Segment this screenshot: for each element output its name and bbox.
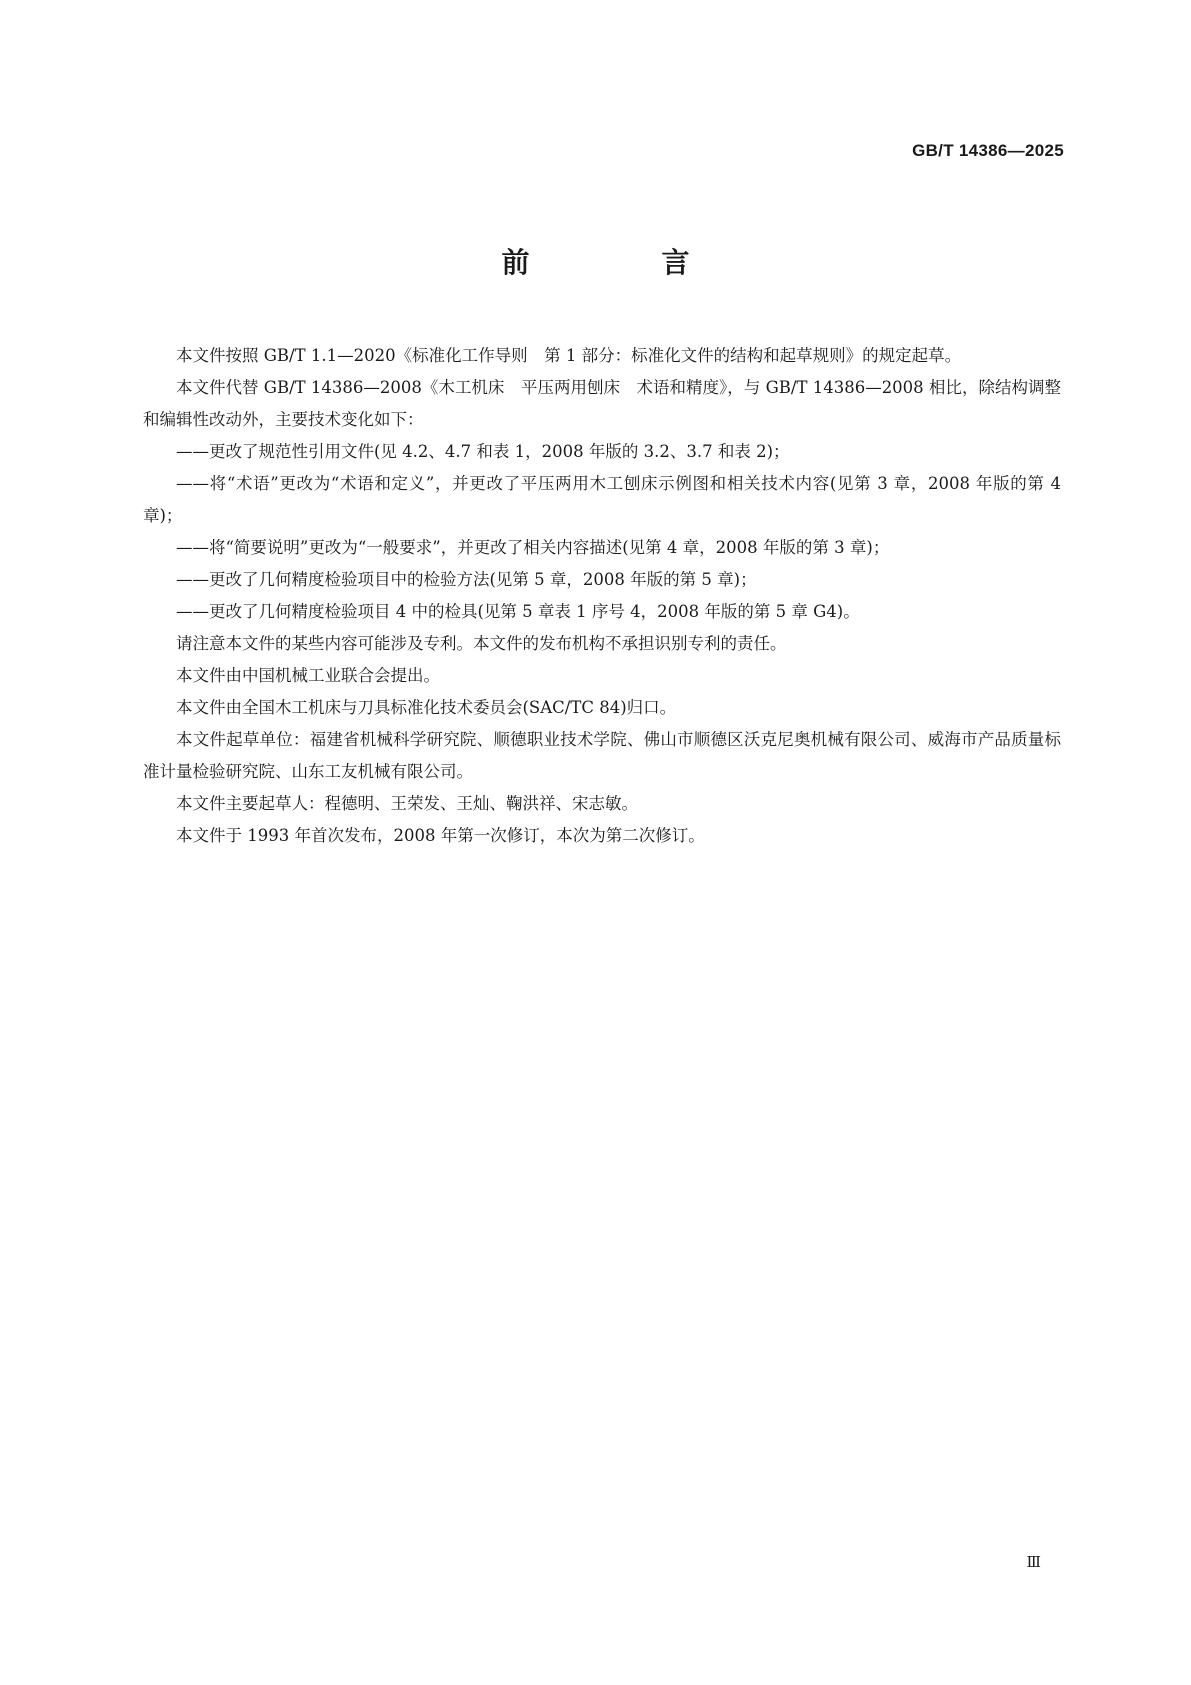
paragraph-drafters: 本文件主要起草人：程德明、王荣发、王灿、鞠洪祥、宋志敏。 (176, 794, 638, 813)
change-item: ——更改了几何精度检验项目中的检验方法(见第 5 章，2008 年版的第 5 章)； (176, 570, 757, 589)
paragraph-patent-notice: 请注意本文件的某些内容可能涉及专利。本文件的发布机构不承担识别专利的责任。 (176, 634, 787, 653)
standard-code: GB/T 14386—2025 (912, 141, 1064, 160)
change-item: ——更改了规范性引用文件(见 4.2、4.7 和表 1，2008 年版的 3.2、3.7 和表 2)； (176, 442, 790, 461)
change-item: ——更改了几何精度检验项目 4 中的检具(见第 5 章表 1 序号 4，2008 年版的第 5 章 G4)。 (176, 602, 860, 621)
paragraph-drafting-rules: 本文件按照 GB/T 1.1—2020《标准化工作导则 第 1 部分：标准化文件的结构和起草规则》的规定起草。 (176, 346, 962, 365)
change-item: ——将“简要说明”更改为“一般要求”，并更改了相关内容描述(见第 4 章，2008 年版的第 3 章)； (176, 538, 890, 557)
paragraph-committee: 本文件由全国木工机床与刀具标准化技术委员会(SAC/TC 84)归口。 (176, 698, 677, 717)
paragraph-history: 本文件于 1993 年首次发布，2008 年第一次修订，本次为第二次修订。 (176, 826, 705, 845)
paragraph-drafting-units: 本文件起草单位：福建省机械科学研究院、顺德职业技术学院、佛山市顺德区沃克尼奥机械有限公司、威海市产品质量标准计量检验研究院、山东工友机械有限公司。 (143, 730, 1061, 781)
page-title: 前 言 (501, 246, 742, 279)
paragraph-proposer: 本文件由中国机械工业联合会提出。 (176, 666, 440, 685)
page-number: Ⅲ (1026, 1553, 1041, 1571)
change-item: ——将“术语”更改为“术语和定义”，并更改了平压两用木工刨床示例图和相关技术内容(见第 3 章，2008 年版的第 4 章)； (143, 474, 1061, 525)
paragraph-replacement: 本文件代替 GB/T 14386—2008《木工机床 平压两用刨床 术语和精度》，与 GB/T 14386—2008 相比，除结构调整和编辑性改动外，主要技术变化如下： (143, 378, 1061, 429)
foreword-body (143, 340, 1061, 852)
